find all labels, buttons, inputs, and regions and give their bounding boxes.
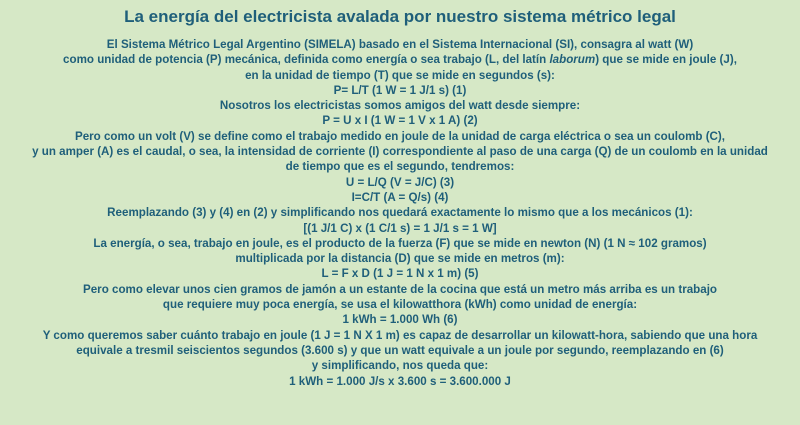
text-line-5: Nosotros los electricistas somos amigos del watt desde siempre:	[219, 99, 581, 113]
text-line-20: Y como queremos saber cuánto trabajo en joule (1 J = 1 N X 1 m) es capaz de desarrollar un kilowatt-hora, sabiendo que una hora	[42, 328, 758, 342]
equation-substitution: [(1 J/1 C) x (1 C/1 s) = 1 J/1 s = 1 W]	[303, 221, 497, 235]
page-title: La energía del electricista avalada por nuestro sistema métrico legal	[124, 7, 676, 26]
text-line-2-end: ) que se mide en joule (J),	[595, 53, 737, 67]
text-line-7: Pero como un volt (V) se define como el trabajo medido en joule de la unidad de carga eléctrica o sea un coulomb (C),	[74, 129, 726, 143]
latin-term: laborum	[549, 53, 596, 67]
equation-1: P= L/T (1 W = 1 J/1 s) (1)	[333, 83, 467, 97]
equation-3: U = L/Q (V = J/C) (3)	[345, 175, 455, 189]
text-line-18: que requiere muy poca energía, se usa el kilowatthora (kWh) como unidad de energía:	[162, 298, 638, 312]
text-line-21: equivale a tresmil seiscientos segundos (3.600 s) y que un watt equivale a un joule por segundo, reemplazando en (6)	[76, 343, 724, 357]
text-line-14: La energía, o sea, trabajo en joule, es el producto de la fuerza (F) que se mide en newton (N) (1 N ≈ 102 gramos)	[93, 236, 707, 250]
text-line-15: multiplicada por la distancia (D) que se mide en metros (m):	[235, 252, 565, 266]
equation-2: P = U x I (1 W = 1 V x 1 A) (2)	[322, 114, 478, 128]
text-line-9: de tiempo que es el segundo, tendremos:	[285, 160, 515, 174]
article-body	[0, 37, 800, 389]
text-line-12: Reemplazando (3) y (4) en (2) y simplificando nos quedará exactamente lo mismo que a los mecánicos (1):	[107, 206, 693, 220]
equation-final: 1 kWh = 1.000 J/s x 3.600 s = 3.600.000 J	[289, 374, 511, 388]
equation-6: 1 kWh = 1.000 Wh (6)	[342, 313, 458, 327]
text-line-2	[6, 52, 794, 67]
text-line-1: El Sistema Métrico Legal Argentino (SIMELA) basado en el Sistema Internacional (SI), consagra al watt (W)	[106, 38, 694, 51]
equation-5: L = F x D (1 J = 1 N x 1 m) (5)	[321, 267, 479, 281]
text-line-2-start: como unidad de potencia (P) mecánica, definida como energía o sea trabajo (L, del latín	[63, 53, 550, 67]
text-line-8: y un amper (A) es el caudal, o sea, la intensidad de corriente (I) correspondiente al paso de una carga (Q) de un coulomb en la unidad	[32, 145, 768, 159]
text-line-22: y simplificando, nos queda que:	[311, 359, 489, 373]
equation-4: I=C/T (A = Q/s) (4)	[351, 190, 449, 204]
text-line-3: en la unidad de tiempo (T) que se mide en segundos (s):	[245, 68, 555, 82]
text-line-17: Pero como elevar unos cien gramos de jamón a un estante de la cocina que está un metro más arriba es un trabajo	[83, 282, 717, 296]
